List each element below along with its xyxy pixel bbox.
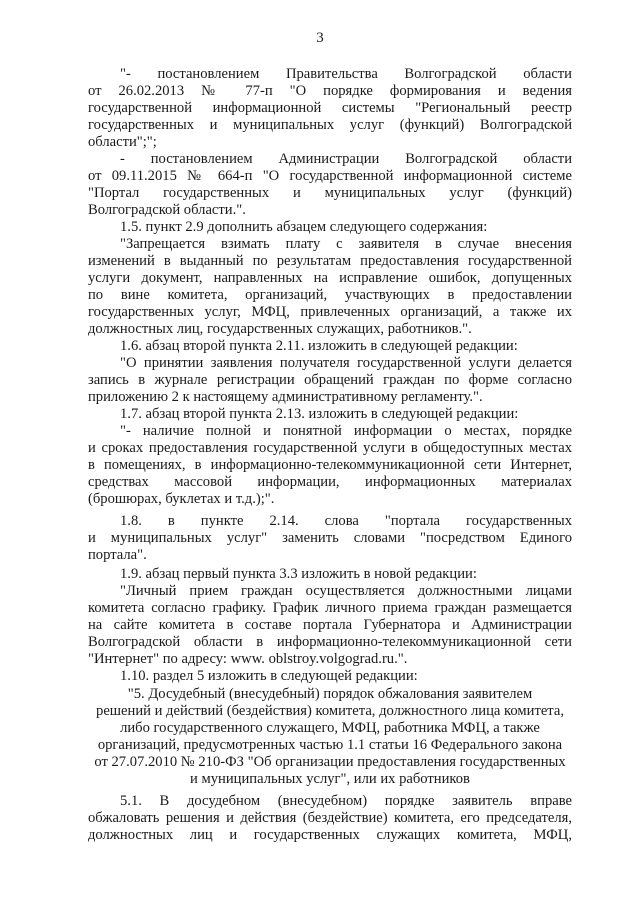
text-line: "О принятии заявления получателя государственной услуги делается: [120, 355, 572, 371]
text-line: и муниципальных услуг", или их работников: [190, 771, 470, 787]
text-line: - постановлением Администрации Волгоградской области: [120, 151, 572, 167]
text-line: области";";: [88, 134, 157, 150]
text-line: и муниципальных услуг" заменить словами "посредством Единого: [88, 530, 572, 546]
text-line: комитета согласно графику. График личного приема граждан размещается: [88, 600, 572, 616]
text-line: 1.7. абзац второй пункта 2.13. изложить в следующей редакции:: [120, 406, 519, 422]
text-line: от 27.07.2010 № 210-ФЗ "Об организации предоставления государственных: [94, 754, 566, 770]
text-line: государственных и муниципальных услуг (функций) Волгоградской: [88, 117, 572, 133]
text-line: "- наличие полной и понятной информации о местах, порядке: [120, 423, 572, 439]
text-line: по вине комитета, организаций, участвующих в предоставлении: [88, 287, 572, 303]
text-line: от 09.11.2015 № 664-п "О государственной информационной системе: [88, 168, 572, 184]
text-line: 5.1. В досудебном (внесудебном) порядке заявитель вправе: [120, 793, 572, 809]
text-line: должностных лиц и государственных служащих комитета, МФЦ,: [88, 827, 572, 843]
text-line: 1.6. абзац второй пункта 2.11. изложить в следующей редакции:: [120, 338, 518, 354]
text-line: в помещениях, в информационно-телекоммуникационной сети Интернет,: [88, 457, 572, 473]
text-line: приложению 2 к настоящему административному регламенту.".: [88, 389, 483, 405]
text-line: 1.8. в пункте 2.14. слова "портала государственных: [120, 513, 572, 529]
text-line: либо государственного служащего, МФЦ, работника МФЦ, а также: [120, 720, 540, 736]
text-line: 1.10. раздел 5 изложить в следующей редакции:: [120, 668, 418, 684]
text-line: 1.9. абзац первый пункта 3.3 изложить в новой редакции:: [120, 566, 477, 582]
text-line: "5. Досудебный (внесудебный) порядок обжалования заявителем: [127, 686, 533, 702]
text-line: на сайте комитета в составе портала Губернатора и Администрации: [88, 617, 572, 633]
text-line: портала".: [88, 547, 147, 563]
text-line: и сроках предоставления государственной услуги в общедоступных местах: [88, 440, 572, 456]
text-line: Волгоградской области.".: [88, 202, 246, 218]
text-line: должностных лиц, государственных служащих, работников.".: [88, 321, 472, 337]
text-line: 1.5. пункт 2.9 дополнить абзацем следующего содержания:: [120, 219, 488, 235]
text-line: "Портал государственных и муниципальных услуг (функций): [88, 185, 572, 201]
text-line: услуги документ, направленных на исправление ошибок, допущенных: [88, 270, 572, 286]
text-line: средствах массовой информации, информационных материалах: [88, 474, 572, 490]
page-number: 3: [316, 30, 324, 46]
text-line: решений и действий (бездействия) комитета, должностного лица комитета,: [96, 703, 564, 719]
text-line: изменений в выданный по результатам предоставления государственной: [88, 253, 572, 269]
text-line: организаций, предусмотренных частью 1.1 статьи 16 Федерального закона: [97, 737, 563, 753]
text-line: Волгоградской области в информационно-телекоммуникационной сети: [88, 634, 572, 650]
text-line: обжаловать решения и действия (бездействие) комитета, его председателя,: [88, 810, 572, 826]
text-line: государственных услуг, МФЦ, привлеченных организаций, а также их: [88, 304, 572, 320]
text-line: запись в журнале регистрации обращений граждан по форме согласно: [88, 372, 572, 388]
text-line: государственной информационной системы "Региональный реестр: [88, 100, 572, 116]
text-line: (брошюрах, буклетах и т.д.);".: [88, 491, 275, 507]
text-line: "- постановлением Правительства Волгоградской области: [120, 66, 572, 82]
text-line: "Запрещается взимать плату с заявителя в случае внесения: [120, 236, 572, 252]
text-line: "Личный прием граждан осуществляется должностными лицами: [120, 583, 572, 599]
text-line: "Интернет" по адресу: www. oblstroy.volgograd.ru.".: [88, 651, 408, 667]
text-line: от 26.02.2013 № 77-п "О порядке формирования и ведения: [88, 83, 572, 99]
